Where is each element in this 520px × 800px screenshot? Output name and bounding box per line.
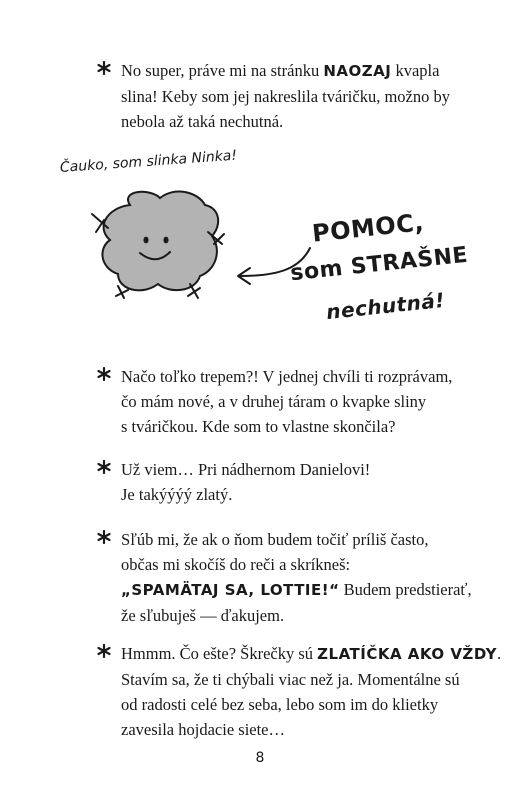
text-line [121, 552, 461, 577]
slime-right-eye [163, 237, 168, 244]
text-line [121, 603, 461, 628]
text-line [121, 109, 461, 134]
text-segment: čo mám nové, a v druhej táram o kvapke sliny [121, 392, 427, 411]
text-segment: Budem predstierať, [339, 580, 472, 599]
shout-line-3: nechutná! [325, 287, 446, 325]
text-segment: Stavím sa, že ti chýbali viac než ja. Momentálne sú [121, 670, 460, 689]
text-segment: . [497, 644, 502, 663]
text-segment: že sľubuješ — ďakujem. [121, 606, 285, 625]
star-bullet-icon [97, 367, 111, 381]
text-line [121, 717, 461, 742]
text-segment: s tváričkou. Kde som to vlastne skončila? [121, 417, 396, 436]
text-line [121, 692, 461, 717]
text-line [121, 84, 461, 109]
text-segment: Hmmm. Čo ešte? Škrečky sú [121, 644, 318, 663]
shout-line-1: POMOC, [310, 208, 426, 248]
text-segment: No super, práve mi na stránku [121, 61, 324, 80]
text-line [121, 414, 461, 439]
text-segment: kvapla [391, 61, 440, 80]
star-bullet-icon [97, 61, 111, 75]
slime-left-eye [143, 237, 148, 244]
text-segment: občas mi skočíš do reči a skríkneš: [121, 555, 351, 574]
text-line [121, 482, 461, 507]
emphasis-text: „SPAMÄTAJ SA, LOTTIE!“ [121, 581, 340, 599]
text-segment: nebola až taká nechutná. [121, 112, 284, 131]
text-segment: slina! Keby som jej nakreslila tváričku, možno by [121, 87, 451, 106]
star-bullet-icon [97, 644, 111, 658]
paragraph-1 [121, 58, 461, 134]
text-line [121, 667, 461, 692]
text-line [121, 577, 472, 603]
text-line [121, 58, 461, 84]
page-number: 8 [255, 750, 265, 766]
text-segment: Načo toľko trepem?! V jednej chvíli ti rozprávam, [121, 367, 453, 386]
slime-blob [102, 192, 218, 291]
shout-line-2: som STRAŠNE [289, 242, 470, 287]
text-line [121, 641, 502, 667]
paragraph-5 [121, 641, 502, 742]
text-segment: Už viem… Pri nádhernom Danielovi! [121, 460, 371, 479]
text-segment: od radosti celé bez seba, lebo som im do klietky [121, 695, 439, 714]
paragraph-3 [121, 457, 461, 507]
emphasis-text: ZLATÍČKA AKO VŽDY [317, 645, 498, 663]
greeting-speech: Čauko, som slinka Ninka! [59, 147, 238, 176]
star-bullet-icon [97, 460, 111, 474]
text-segment: Sľúb mi, že ak o ňom budem točiť príliš často, [121, 530, 429, 549]
paragraph-4 [121, 527, 472, 628]
splatter-marks [92, 214, 224, 298]
text-segment: zavesila hojdacie siete… [121, 720, 286, 739]
paragraph-2 [121, 364, 461, 439]
slime-smile [140, 252, 170, 259]
text-line [121, 364, 461, 389]
emphasis-text: NAOZAJ [323, 62, 392, 80]
text-line [121, 457, 461, 482]
star-bullet-icon [97, 530, 111, 544]
text-line [121, 527, 461, 552]
text-line [121, 389, 461, 414]
text-segment: Je takýýýý zlatý. [121, 485, 233, 504]
